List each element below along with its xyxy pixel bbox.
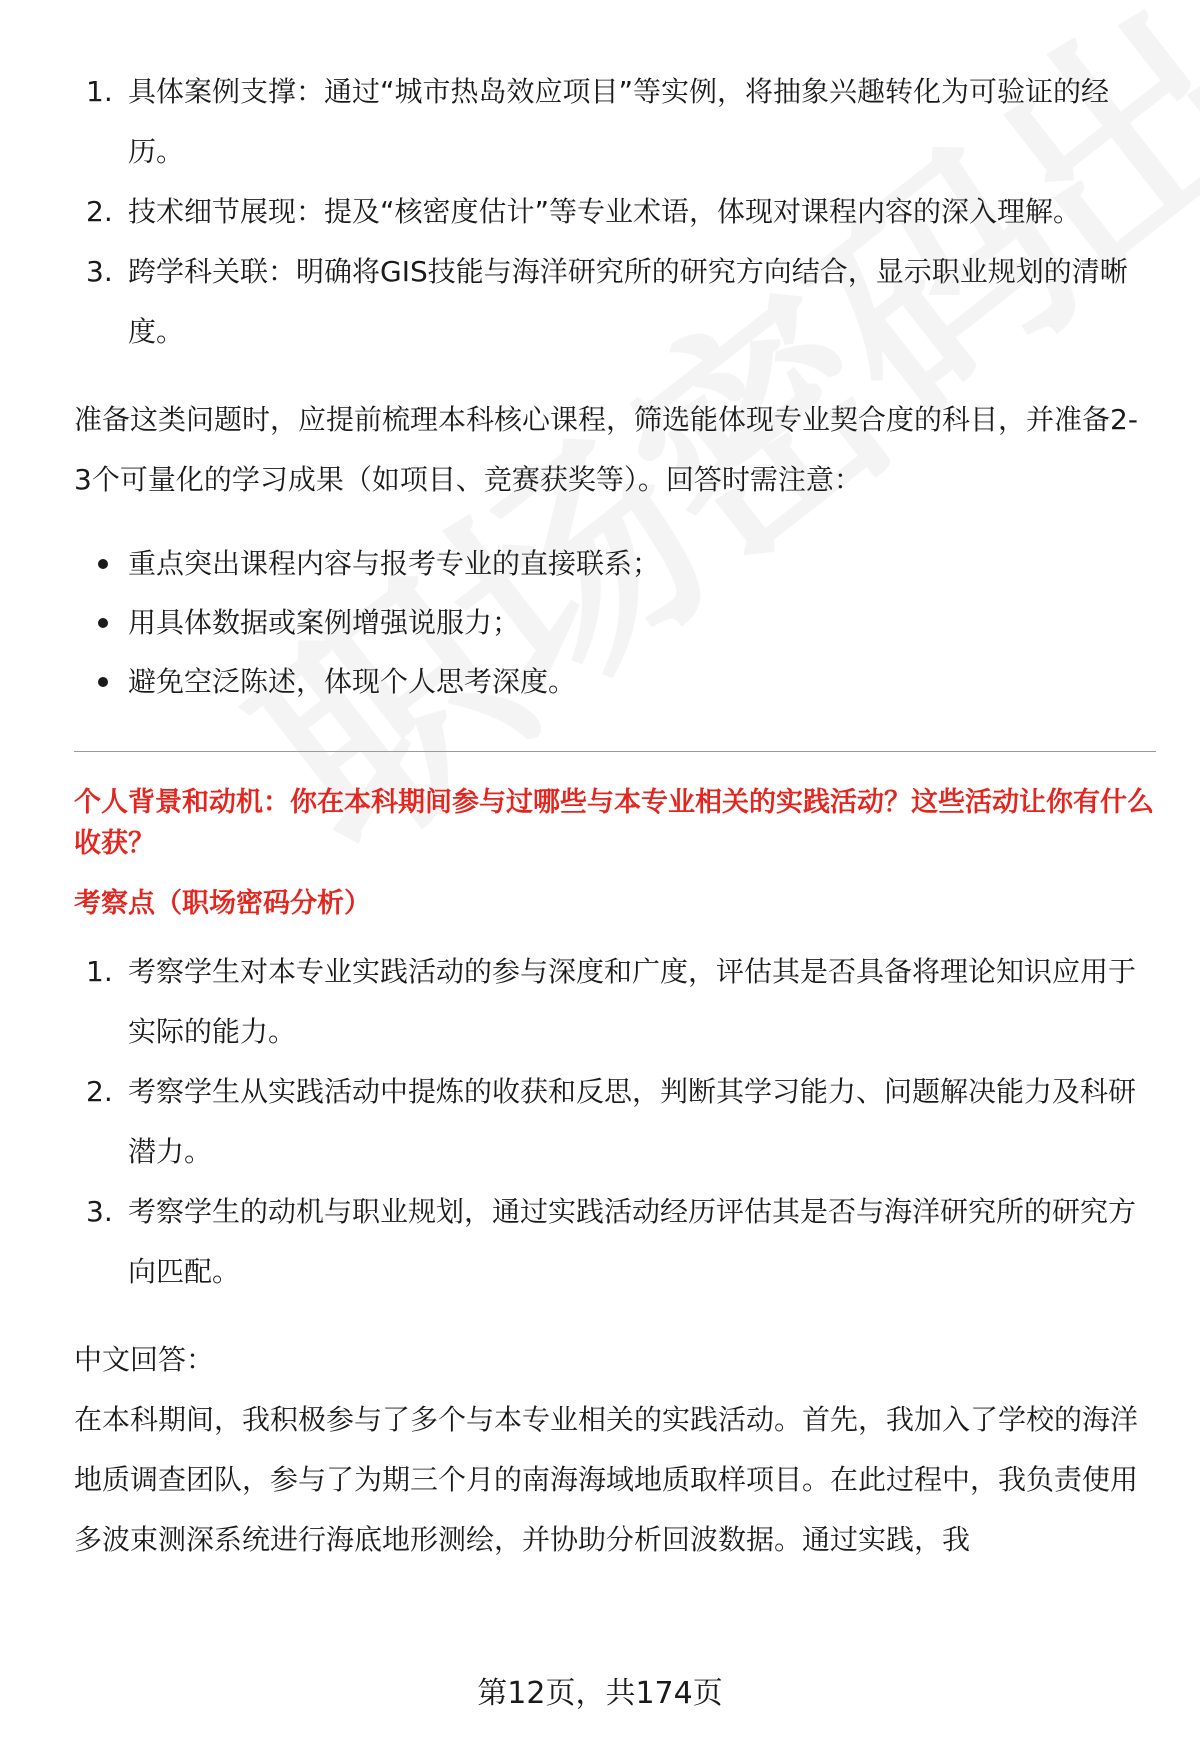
section-divider [74,751,1156,752]
list-number: 2. [86,1075,113,1108]
list-item [74,62,1154,182]
list-item [74,652,1154,711]
answer-text: 在本科期间，我积极参与了多个与本专业相关的实践活动。首先，我加入了学校的海洋地质调查团队，参与了为期三个月的南海海域地质取样项目。在此过程中，我负责使用多波束测深系统进行海底地形测绘，并协助分析回波数据。通过实践，我 [74,1403,1139,1556]
list-number: 1. [86,75,113,108]
list-item [74,1062,1154,1182]
page-number-footer: 第12页，共174页 [477,1676,723,1711]
bullet-icon [98,677,108,687]
top-numbered-list [74,62,1154,362]
list-item [74,942,1154,1062]
list-item-text: 重点突出课程内容与报考专业的直接联系； [128,547,661,580]
list-item-text: 考察学生的动机与职业规划，通过实践活动经历评估其是否与海洋研究所的研究方向匹配。 [128,1195,1137,1288]
focus-heading: 考察点（职场密码分析） [74,888,371,919]
list-item [74,242,1154,362]
list-item [74,593,1154,652]
bullet-icon [98,559,108,569]
list-item-text: 考察学生对本专业实践活动的参与深度和广度，评估其是否具备将理论知识应用于实际的能力。 [128,955,1137,1048]
list-item-text: 用具体数据或案例增强说服力； [128,606,521,639]
list-item-text: 避免空泛陈述，体现个人思考深度。 [128,665,577,698]
prep-paragraph: 准备这类问题时，应提前梳理本科核心课程，筛选能体现专业契合度的科目，并准备2-3个可量化的学习成果（如项目、竞赛获奖等）。回答时需注意： [74,403,1138,496]
list-item-text: 技术细节展现：提及“核密度估计”等专业术语，体现对课程内容的深入理解。 [128,195,1082,228]
list-number: 2. [86,195,113,228]
list-item-text: 跨学科关联：明确将GIS技能与海洋研究所的研究方向结合，显示职业规划的清晰度。 [128,255,1128,348]
list-number: 3. [86,255,113,288]
list-item [74,534,1154,593]
focus-numbered-list [74,942,1154,1302]
list-item [74,1182,1154,1302]
list-item-text: 考察学生从实践活动中提炼的收获和反思，判断其学习能力、问题解决能力及科研潜力。 [128,1075,1137,1168]
list-item-text: 具体案例支撑：通过“城市热岛效应项目”等实例，将抽象兴趣转化为可验证的经历。 [128,75,1110,168]
answer-label: 中文回答： [74,1343,215,1376]
bullet-icon [98,618,108,628]
list-number: 3. [86,1195,113,1228]
page-content [74,62,1154,1570]
list-item [74,182,1154,242]
tips-bullet-list [74,534,1154,711]
question-heading: 个人背景和动机：你在本科期间参与过哪些与本专业相关的实践活动？这些活动让你有什么收获？ [74,787,1154,859]
list-number: 1. [86,955,113,988]
